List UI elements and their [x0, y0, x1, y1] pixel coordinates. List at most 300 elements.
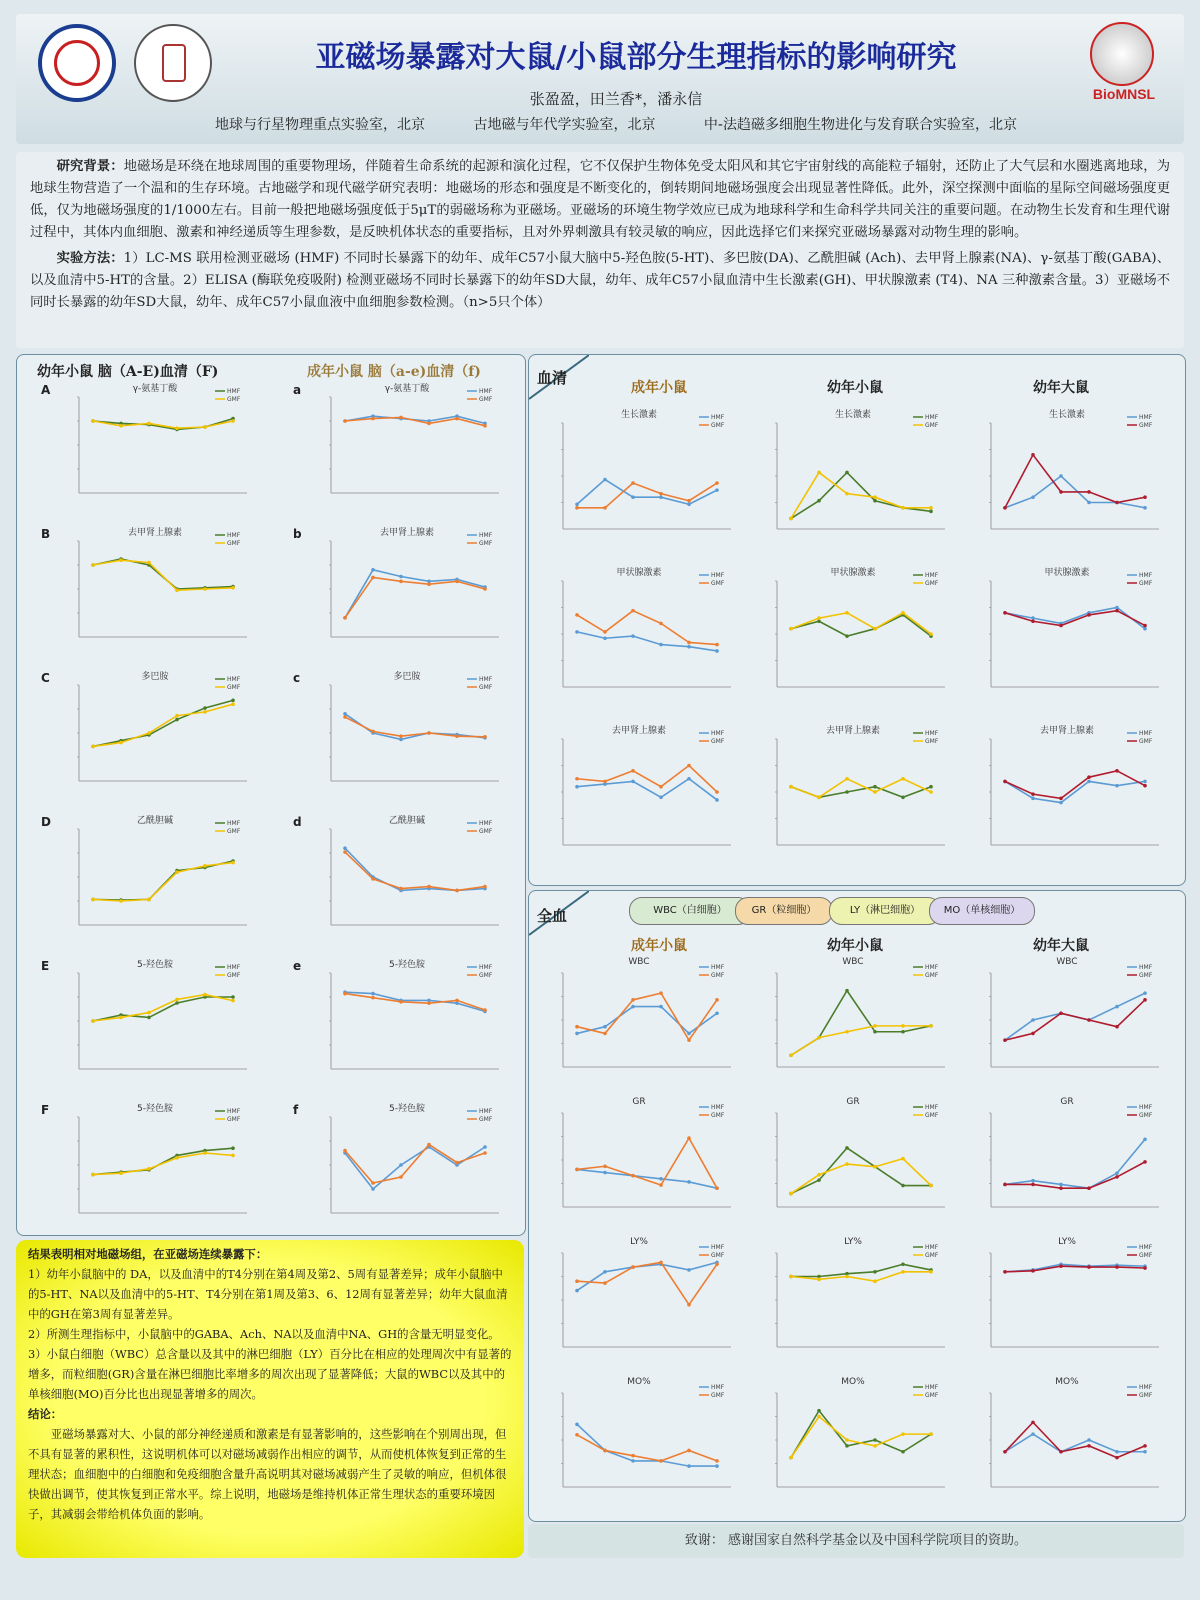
- data-point: [603, 1270, 607, 1274]
- svg-text:HMF: HMF: [1139, 1104, 1153, 1111]
- chart-title: GR: [632, 1097, 646, 1107]
- data-point: [901, 1270, 905, 1274]
- data-point: [845, 777, 849, 781]
- data-point: [119, 1171, 123, 1175]
- method-text: 1）LC-MS 联用检测亚磁场 (HMF) 不同时长暴露下的幼年、成年C57小鼠大脑中5-羟色胺(5-HT)、多巴胺(DA)、乙酰胆碱 (Ach)、去甲肾上腺素(NA)、γ-氨基丁酸(GABA)、以及血清中5-HT的含量。2）ELISA (酶联免疫吸附) 检测亚磁场不同时长暴露下的幼年SD大鼠，幼年、成年C57小鼠血清中生长激素(GH)、甲状腺激素 (T4)、NA 三种激素含量。3）亚磁场不同时长暴露的幼年SD大鼠，幼年、成年C57小鼠血液中血细胞参数检测。（n>5只个体）: [30, 251, 1170, 310]
- conclusion-text: 亚磁场暴露对大、小鼠的部分神经递质和激素是有显著影响的，这些影响在个别周出现，但不具有显著的累积性，这说明机体可以对磁场减弱作出相应的调节，从而使机体恢复到正常的生理状态；血细胞中的白细胞和免疫细胞含量升高说明其对磁场减弱产生了灵敏的响应，但机体很快做出调节，使其恢复到正常水平。综上说明，地磁场是维持机体正常生理状态的重要环境因子，其减弱会带给机体负面的影响。: [28, 1427, 507, 1521]
- series-line-GMF: [93, 863, 233, 901]
- chart-svg: [967, 1237, 1167, 1365]
- brain-serum-panel: [16, 354, 526, 1236]
- data-point: [873, 790, 877, 794]
- data-point: [603, 1164, 607, 1168]
- data-point: [1059, 1011, 1063, 1015]
- juvenile-mouse-heading: 幼年小鼠 脑（A-E)血清（F): [37, 364, 219, 380]
- svg-text:GMF: GMF: [227, 972, 241, 979]
- results-box: [16, 1240, 524, 1558]
- svg-text:GMF: GMF: [925, 580, 939, 587]
- legend-entry: [1127, 1104, 1153, 1111]
- data-point: [1003, 1270, 1007, 1274]
- data-point: [659, 991, 663, 995]
- legend-entry: [1127, 422, 1153, 429]
- chart-title: LY%: [1058, 1237, 1076, 1247]
- result-item-2: 2）所测生理指标中，小鼠脑中的GABA、Ach、NA以及血清中NA、GH的含量无明显变化。: [28, 1327, 500, 1341]
- data-point: [603, 506, 607, 510]
- poster-title: 亚磁场暴露对大鼠/小鼠部分生理指标的影响研究: [315, 40, 957, 75]
- svg-text:GMF: GMF: [925, 1252, 939, 1259]
- series-line-HMF: [577, 1169, 717, 1188]
- data-point: [659, 785, 663, 789]
- result-item-3: 3）小鼠白细胞（WBC）总含量以及其中的淋巴细胞（LY）百分比在相应的处理周次中有显著的增多，而粒细胞(GR)含量在淋巴细胞比率增多的周次出现了显著降低；大鼠的WBC以及其中的单核细胞(MO)百分比也出现显著增多的周次。: [28, 1347, 512, 1401]
- data-point: [901, 1262, 905, 1266]
- data-point: [845, 1438, 849, 1442]
- legend-entry: [467, 396, 493, 403]
- data-point: [371, 1187, 375, 1191]
- data-point: [659, 1005, 663, 1009]
- data-point: [817, 1173, 821, 1177]
- data-point: [631, 1459, 635, 1463]
- data-point: [845, 471, 849, 475]
- pill-mo: MO（单核细胞）: [929, 897, 1035, 925]
- data-point: [817, 1178, 821, 1182]
- chart-title: MO%: [1055, 1377, 1079, 1387]
- data-point: [1115, 1005, 1119, 1009]
- background-label: 研究背景：: [56, 159, 124, 174]
- data-point: [343, 850, 347, 854]
- data-point: [1031, 1032, 1035, 1036]
- adult-mouse-heading: 成年小鼠 脑（a-e)血清（f): [307, 364, 481, 380]
- chart-s8: [753, 723, 953, 863]
- data-point: [231, 861, 235, 865]
- data-point: [817, 619, 821, 623]
- legend-entry: [215, 676, 241, 683]
- data-point: [1031, 619, 1035, 623]
- data-point: [687, 1038, 691, 1042]
- svg-text:GMF: GMF: [1139, 1112, 1153, 1119]
- chart-b: [293, 525, 507, 655]
- data-point: [687, 645, 691, 649]
- chart-D: [41, 813, 255, 943]
- data-point: [901, 1030, 905, 1034]
- svg-text:GMF: GMF: [711, 738, 725, 745]
- chart-title: 生长激素: [620, 410, 657, 420]
- chart-svg: [753, 1237, 953, 1365]
- series-line-GMF: [93, 1153, 233, 1175]
- data-point: [817, 1409, 821, 1413]
- series-line-HMF: [1005, 1139, 1145, 1188]
- data-point: [575, 1025, 579, 1029]
- chart-title: γ-氨基丁酸: [384, 384, 430, 394]
- series-line-GMF: [791, 1159, 931, 1194]
- chart-svg: [967, 407, 1167, 547]
- data-point: [929, 785, 933, 789]
- svg-text:HMF: HMF: [1139, 1384, 1153, 1391]
- chart-f: [293, 1101, 507, 1231]
- chart-svg: [539, 565, 739, 705]
- data-point: [1115, 1171, 1119, 1175]
- data-point: [119, 899, 123, 903]
- chart-svg: [55, 381, 255, 511]
- data-point: [575, 1423, 579, 1427]
- chart-panel-letter: D: [41, 815, 51, 829]
- data-point: [1031, 1269, 1035, 1273]
- introduction-section: [16, 152, 1184, 348]
- svg-text:HMF: HMF: [1139, 414, 1153, 421]
- chart-title: MO%: [841, 1377, 865, 1387]
- data-point: [1115, 1265, 1119, 1269]
- chart-title: WBC: [842, 957, 864, 967]
- data-point: [147, 731, 151, 735]
- data-point: [1087, 490, 1091, 494]
- data-point: [175, 426, 179, 430]
- svg-text:HMF: HMF: [479, 676, 493, 683]
- svg-text:HMF: HMF: [479, 388, 493, 395]
- data-point: [575, 1168, 579, 1172]
- data-point: [91, 745, 95, 749]
- serum-col-juvenile-rat: 幼年大鼠: [1033, 380, 1089, 396]
- data-point: [929, 510, 933, 514]
- legend-entry: [1127, 1244, 1153, 1251]
- conclusion-label: 结论：: [28, 1407, 63, 1421]
- pill-gr: GR（粒细胞）: [735, 897, 833, 925]
- chart-svg: [307, 381, 507, 511]
- svg-text:GMF: GMF: [925, 1392, 939, 1399]
- svg-text:GMF: GMF: [479, 828, 493, 835]
- chart-s7: [539, 723, 739, 863]
- data-point: [399, 580, 403, 584]
- data-point: [845, 611, 849, 615]
- legend-entry: [699, 572, 725, 579]
- data-point: [399, 1175, 403, 1179]
- data-point: [845, 634, 849, 638]
- data-point: [1143, 506, 1147, 510]
- legend-entry: [913, 1104, 939, 1111]
- data-point: [399, 887, 403, 891]
- svg-text:HMF: HMF: [925, 964, 939, 971]
- chart-svg: [967, 1097, 1167, 1225]
- svg-text:GMF: GMF: [925, 1112, 939, 1119]
- data-point: [1143, 1266, 1147, 1270]
- legend-entry: [699, 1252, 725, 1259]
- data-point: [455, 417, 459, 421]
- data-point: [175, 870, 179, 874]
- data-point: [1031, 1179, 1035, 1183]
- data-point: [845, 492, 849, 496]
- data-point: [659, 492, 663, 496]
- data-point: [715, 1459, 719, 1463]
- legend-entry: [699, 1244, 725, 1251]
- chart-title: MO%: [627, 1377, 651, 1387]
- data-point: [929, 632, 933, 636]
- legend-entry: [467, 820, 493, 827]
- data-point: [687, 502, 691, 506]
- data-point: [455, 734, 459, 738]
- data-point: [603, 1171, 607, 1175]
- data-point: [929, 1270, 933, 1274]
- data-point: [631, 998, 635, 1002]
- chart-svg: [55, 525, 255, 655]
- data-point: [483, 735, 487, 739]
- series-line-GMF: [93, 704, 233, 746]
- data-point: [631, 1005, 635, 1009]
- institute-seal-logo: [134, 24, 212, 102]
- chart-title: 去甲肾上腺素: [127, 528, 182, 538]
- data-point: [631, 780, 635, 784]
- data-point: [1087, 1438, 1091, 1442]
- chart-title: 5-羟色胺: [389, 1104, 425, 1114]
- data-point: [231, 419, 235, 423]
- chart-A: [41, 381, 255, 511]
- data-point: [901, 1432, 905, 1436]
- legend-entry: [913, 1384, 939, 1391]
- data-point: [91, 898, 95, 902]
- legend-entry: [1127, 414, 1153, 421]
- data-point: [203, 864, 207, 868]
- data-point: [1087, 1444, 1091, 1448]
- chart-title: 去甲肾上腺素: [1039, 726, 1094, 736]
- svg-text:HMF: HMF: [1139, 1244, 1153, 1251]
- svg-text:GMF: GMF: [711, 1112, 725, 1119]
- chart-s2: [753, 407, 953, 547]
- series-line-GMF: [345, 852, 485, 890]
- series-line-GMF: [791, 472, 931, 518]
- chart-F: [41, 1101, 255, 1231]
- chart-C: [41, 669, 255, 799]
- svg-text:HMF: HMF: [711, 414, 725, 421]
- svg-text:GMF: GMF: [1139, 738, 1153, 745]
- data-point: [1031, 453, 1035, 457]
- data-point: [715, 790, 719, 794]
- data-point: [817, 1278, 821, 1282]
- legend-entry: [215, 1108, 241, 1115]
- legend-entry: [1127, 1392, 1153, 1399]
- series-line-HMF: [93, 700, 233, 746]
- authors: 张盈盈，田兰香*，潘永信: [529, 90, 703, 108]
- data-point: [687, 1449, 691, 1453]
- data-point: [1087, 501, 1091, 505]
- data-point: [1143, 1444, 1147, 1448]
- data-point: [147, 422, 151, 426]
- chart-title: 甲状腺激素: [1044, 568, 1090, 578]
- data-point: [901, 611, 905, 615]
- data-point: [603, 1281, 607, 1285]
- chart-b5: [753, 1097, 953, 1225]
- chart-svg: [539, 1237, 739, 1365]
- data-point: [901, 1184, 905, 1188]
- data-point: [1115, 606, 1119, 610]
- chart-b6: [967, 1097, 1167, 1225]
- data-point: [231, 1154, 235, 1158]
- chart-panel-letter: F: [41, 1103, 50, 1117]
- data-point: [659, 796, 663, 800]
- series-line-GMF: [1005, 1000, 1145, 1040]
- svg-text:GMF: GMF: [1139, 1392, 1153, 1399]
- series-line-HMF: [1005, 608, 1145, 629]
- serum-col-adult-mouse: 成年小鼠: [631, 380, 687, 396]
- data-point: [1003, 1450, 1007, 1454]
- chart-s3: [967, 407, 1167, 547]
- data-point: [789, 1275, 793, 1279]
- chart-title: 去甲肾上腺素: [379, 528, 434, 538]
- chart-svg: [753, 957, 953, 1085]
- legend-entry: [215, 396, 241, 403]
- data-point: [603, 1449, 607, 1453]
- data-point: [371, 877, 375, 881]
- data-point: [687, 1268, 691, 1272]
- data-point: [343, 1149, 347, 1153]
- legend-entry: [913, 1112, 939, 1119]
- chart-s5: [753, 565, 953, 705]
- legend-entry: [699, 964, 725, 971]
- series-line-HMF: [345, 848, 485, 890]
- whole-blood-panel: [528, 890, 1186, 1522]
- svg-text:HMF: HMF: [925, 1244, 939, 1251]
- data-point: [1115, 784, 1119, 788]
- chart-b11: [753, 1377, 953, 1505]
- data-point: [483, 1008, 487, 1012]
- data-point: [659, 643, 663, 647]
- data-point: [1059, 490, 1063, 494]
- background-text: 地磁场是环绕在地球周围的重要物理场，伴随着生命系统的起源和演化过程，它不仅保护生物体免受太阳风和其它宇宙射线的高能粒子辐射，还防止了大气层和水圈逃离地球，为地球生物营造了一个温和的生存环境。古地磁学和现代磁学研究表明：地磁场的形态和强度是不断变化的，倒转期间地磁场强度会出现显著性降低。此外，深空探测中面临的星际空间磁场强度更低，仅为地磁场强度的1/1000左右。目前一般把地磁场强度低于5μT的弱磁场称为亚磁场。亚磁场的环境生物学效应已成为地球科学和生命科学共同关注的重要问题。在动物生长发育和生理代谢过程中，其体内血细胞、激素和神经递质等生理参数，是反映机体状态的重要指标，且对外界刺激具有较灵敏的响应，因此选择它们来探究亚磁场暴露对动物生理的影响。: [30, 159, 1171, 240]
- data-point: [1115, 1025, 1119, 1029]
- svg-text:GMF: GMF: [1139, 422, 1153, 429]
- data-point: [427, 1143, 431, 1147]
- series-line-HMF: [791, 1148, 931, 1194]
- data-point: [1059, 474, 1063, 478]
- data-point: [845, 1146, 849, 1150]
- svg-text:HMF: HMF: [227, 1108, 241, 1115]
- chart-title: 乙酰胆碱: [388, 816, 425, 826]
- legend-entry: [913, 414, 939, 421]
- legend-entry: [699, 414, 725, 421]
- chart-title: WBC: [1056, 957, 1078, 967]
- series-line-GMF: [345, 1145, 485, 1183]
- data-point: [147, 561, 151, 565]
- data-point: [231, 1146, 235, 1150]
- data-point: [1115, 1175, 1119, 1179]
- data-point: [929, 506, 933, 510]
- data-point: [175, 718, 179, 722]
- legend-entry: [467, 964, 493, 971]
- svg-text:HMF: HMF: [925, 730, 939, 737]
- data-point: [203, 710, 207, 714]
- series-line-HMF: [791, 787, 931, 798]
- data-point: [1087, 780, 1091, 784]
- data-point: [1003, 780, 1007, 784]
- chart-svg: [539, 1377, 739, 1505]
- data-point: [687, 641, 691, 645]
- data-point: [1087, 1265, 1091, 1269]
- data-point: [817, 1415, 821, 1419]
- svg-text:GMF: GMF: [227, 1116, 241, 1123]
- data-point: [371, 576, 375, 580]
- svg-text:HMF: HMF: [711, 572, 725, 579]
- svg-text:HMF: HMF: [227, 676, 241, 683]
- data-point: [929, 1184, 933, 1188]
- svg-text:GMF: GMF: [711, 1252, 725, 1259]
- svg-text:GMF: GMF: [479, 540, 493, 547]
- svg-text:HMF: HMF: [925, 1104, 939, 1111]
- chart-c: [293, 669, 507, 799]
- data-point: [659, 1183, 663, 1187]
- series-line-HMF: [577, 480, 717, 505]
- chart-panel-letter: a: [293, 383, 302, 397]
- data-point: [231, 699, 235, 703]
- data-point: [715, 1186, 719, 1190]
- data-point: [343, 419, 347, 423]
- serum-col-juvenile-mouse: 幼年小鼠: [827, 380, 883, 396]
- series-line-HMF: [577, 1424, 717, 1466]
- data-point: [659, 1459, 663, 1463]
- chart-svg: [307, 957, 507, 1087]
- data-point: [1031, 792, 1035, 796]
- data-point: [1087, 613, 1091, 617]
- data-point: [175, 998, 179, 1002]
- legend-entry: [1127, 730, 1153, 737]
- legend-entry: [1127, 1112, 1153, 1119]
- chart-title: 生长激素: [834, 410, 871, 420]
- data-point: [91, 419, 95, 423]
- chart-svg: [55, 1101, 255, 1231]
- data-point: [343, 712, 347, 716]
- svg-text:GMF: GMF: [479, 396, 493, 403]
- legend-entry: [215, 388, 241, 395]
- chart-title: 5-羟色胺: [137, 960, 173, 970]
- svg-text:HMF: HMF: [711, 730, 725, 737]
- chart-title: 多巴胺: [141, 672, 169, 682]
- data-point: [901, 1157, 905, 1161]
- chart-s1: [539, 407, 739, 547]
- data-point: [817, 616, 821, 620]
- series-line-GMF: [577, 993, 717, 1040]
- series-line-GMF: [577, 1435, 717, 1461]
- chart-svg: [753, 1377, 953, 1505]
- data-point: [175, 588, 179, 592]
- data-point: [845, 1162, 849, 1166]
- data-point: [1143, 780, 1147, 784]
- data-point: [1003, 611, 1007, 615]
- data-point: [1087, 775, 1091, 779]
- chart-title: WBC: [628, 957, 650, 967]
- legend-entry: [913, 572, 939, 579]
- blood-col-juvenile-rat: 幼年大鼠: [1033, 938, 1089, 954]
- blood-col-juvenile-mouse: 幼年小鼠: [827, 938, 883, 954]
- svg-text:HMF: HMF: [1139, 730, 1153, 737]
- data-point: [1059, 801, 1063, 805]
- data-point: [1143, 627, 1147, 631]
- data-point: [575, 777, 579, 781]
- data-point: [1003, 506, 1007, 510]
- data-point: [631, 481, 635, 485]
- data-point: [575, 1032, 579, 1036]
- chart-title: 去甲肾上腺素: [611, 726, 666, 736]
- svg-text:GMF: GMF: [1139, 1252, 1153, 1259]
- svg-text:GMF: GMF: [479, 972, 493, 979]
- data-point: [1143, 1450, 1147, 1454]
- data-point: [147, 1016, 151, 1020]
- data-point: [845, 1030, 849, 1034]
- data-point: [789, 627, 793, 631]
- data-point: [789, 785, 793, 789]
- whole-blood-tag: 全血: [537, 907, 568, 925]
- biomnsl-logo: [1076, 22, 1172, 110]
- svg-text:HMF: HMF: [227, 820, 241, 827]
- data-point: [91, 1019, 95, 1023]
- data-point: [119, 741, 123, 745]
- data-point: [343, 616, 347, 620]
- chart-title: 甲状腺激素: [616, 568, 662, 578]
- data-point: [901, 777, 905, 781]
- svg-text:GMF: GMF: [1139, 580, 1153, 587]
